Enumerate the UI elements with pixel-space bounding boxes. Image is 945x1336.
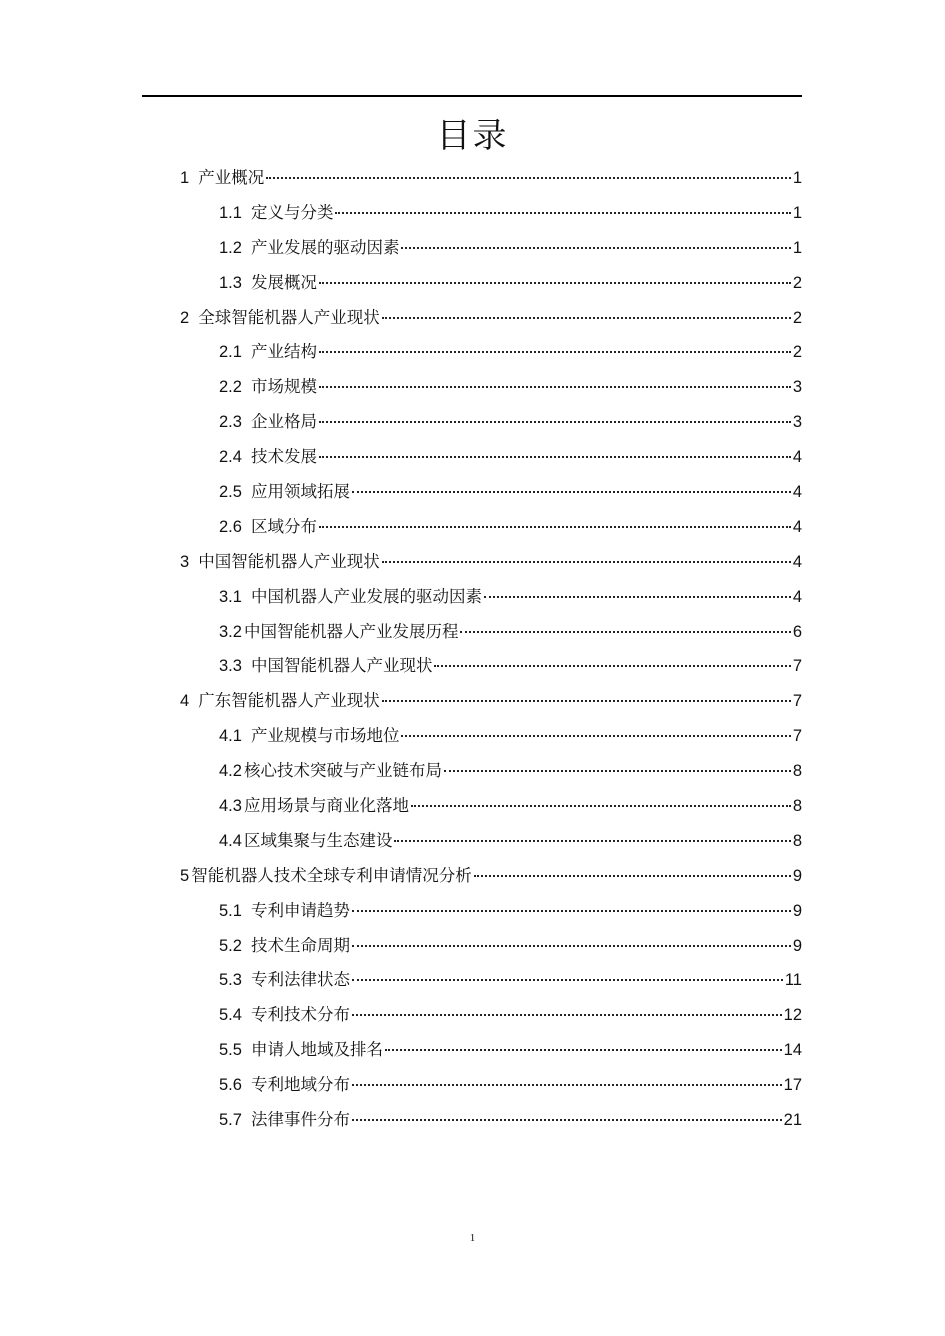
toc-entry-number: 3 bbox=[180, 552, 190, 571]
dot-leader bbox=[382, 317, 791, 319]
dot-leader bbox=[401, 247, 790, 249]
toc-entry-number: 2.6 bbox=[219, 517, 242, 536]
dot-leader bbox=[474, 875, 791, 877]
toc-list bbox=[180, 161, 802, 1138]
toc-entry-number: 5.3 bbox=[219, 971, 242, 990]
toc-entry-title: 发展概况 bbox=[250, 272, 317, 292]
toc-entry[interactable] bbox=[180, 894, 802, 929]
toc-entry[interactable] bbox=[180, 231, 802, 266]
toc-entry-number: 1.3 bbox=[219, 273, 242, 292]
dot-leader bbox=[382, 561, 791, 563]
toc-entry-title: 区域分布 bbox=[250, 516, 317, 536]
dot-leader bbox=[444, 770, 791, 772]
toc-entry-title: 广东智能机器人产业现状 bbox=[198, 691, 380, 711]
toc-entry[interactable] bbox=[180, 545, 802, 580]
toc-entry-page: 21 bbox=[783, 1111, 802, 1130]
toc-entry-page: 9 bbox=[792, 936, 802, 955]
toc-entry[interactable] bbox=[180, 1033, 802, 1068]
toc-entry[interactable] bbox=[180, 615, 802, 650]
toc-entry-title: 技术生命周期 bbox=[250, 935, 350, 955]
toc-entry-title: 产业规模与市场地位 bbox=[250, 726, 400, 746]
dot-leader bbox=[335, 212, 790, 214]
toc-entry-number: 2.3 bbox=[219, 413, 242, 432]
toc-entry-title: 应用场景与商业化落地 bbox=[243, 796, 409, 816]
dot-leader bbox=[352, 910, 791, 912]
toc-entry-number: 3.2 bbox=[219, 622, 242, 641]
toc-entry[interactable] bbox=[180, 929, 802, 964]
dot-leader bbox=[319, 526, 791, 528]
toc-entry-number: 4.2 bbox=[219, 762, 242, 781]
dot-leader bbox=[484, 596, 791, 598]
toc-entry-title: 区域集聚与生态建设 bbox=[243, 830, 393, 850]
dot-leader bbox=[394, 840, 790, 842]
dot-leader bbox=[411, 805, 791, 807]
toc-entry-number: 4 bbox=[180, 692, 190, 711]
dot-leader bbox=[352, 1119, 782, 1121]
toc-entry-page: 7 bbox=[792, 657, 802, 676]
toc-entry-number: 1 bbox=[180, 169, 190, 187]
toc-entry-number: 4.3 bbox=[219, 797, 242, 816]
toc-entry-page: 8 bbox=[792, 831, 802, 850]
dot-leader bbox=[352, 1084, 782, 1086]
dot-leader bbox=[352, 945, 791, 947]
toc-entry-title: 技术发展 bbox=[250, 447, 317, 467]
toc-entry[interactable] bbox=[180, 684, 802, 719]
toc-entry-page: 7 bbox=[792, 692, 802, 711]
toc-entry[interactable] bbox=[180, 963, 802, 998]
toc-entry-title: 产业发展的驱动因素 bbox=[250, 237, 400, 257]
toc-entry[interactable] bbox=[180, 475, 802, 510]
dot-leader bbox=[352, 491, 791, 493]
toc-entry-number: 2.4 bbox=[219, 448, 242, 467]
toc-entry-page: 6 bbox=[792, 622, 802, 641]
toc-entry[interactable] bbox=[180, 370, 802, 405]
toc-entry-number: 4.4 bbox=[219, 831, 242, 850]
toc-entry[interactable] bbox=[180, 440, 802, 475]
toc-entry-page: 2 bbox=[792, 308, 802, 327]
toc-entry[interactable] bbox=[180, 998, 802, 1033]
toc-entry-number: 5.7 bbox=[219, 1111, 242, 1130]
header-rule bbox=[142, 95, 802, 97]
toc-entry-number: 1.1 bbox=[219, 203, 242, 222]
toc-entry-number: 2 bbox=[180, 308, 190, 327]
toc-entry-page: 4 bbox=[792, 552, 802, 571]
toc-entry-title: 应用领域拓展 bbox=[250, 482, 350, 502]
toc-entry-page: 7 bbox=[792, 727, 802, 746]
dot-leader bbox=[319, 421, 791, 423]
toc-entry-page: 8 bbox=[792, 762, 802, 781]
dot-leader bbox=[319, 456, 791, 458]
toc-entry-page: 2 bbox=[792, 273, 802, 292]
dot-leader bbox=[266, 177, 791, 179]
toc-entry[interactable] bbox=[180, 719, 802, 754]
toc-entry-page: 9 bbox=[792, 901, 802, 920]
toc-entry-title: 专利法律状态 bbox=[250, 970, 350, 990]
toc-entry[interactable] bbox=[180, 580, 802, 615]
dot-leader bbox=[434, 665, 790, 667]
toc-entry-title: 产业结构 bbox=[250, 342, 317, 362]
dot-leader bbox=[319, 282, 791, 284]
toc-entry[interactable] bbox=[180, 649, 802, 684]
toc-entry[interactable] bbox=[180, 789, 802, 824]
toc-entry-title: 专利技术分布 bbox=[250, 1005, 350, 1025]
toc-entry[interactable] bbox=[180, 510, 802, 545]
toc-entry-title: 企业格局 bbox=[250, 412, 317, 432]
toc-entry-title: 申请人地域及排名 bbox=[250, 1040, 383, 1060]
toc-entry-page: 4 bbox=[792, 587, 802, 606]
toc-entry-title: 核心技术突破与产业链布局 bbox=[243, 761, 442, 781]
toc-entry-page: 1 bbox=[792, 238, 802, 257]
toc-entry-number: 5.5 bbox=[219, 1041, 242, 1060]
toc-entry-number: 5 bbox=[180, 866, 190, 885]
toc-entry-page: 2 bbox=[792, 343, 802, 362]
dot-leader bbox=[352, 979, 783, 981]
toc-entry[interactable] bbox=[180, 161, 802, 196]
toc-entry[interactable] bbox=[180, 1068, 802, 1103]
dot-leader bbox=[401, 735, 790, 737]
toc-entry-page: 9 bbox=[792, 866, 802, 885]
toc-entry-number: 2.1 bbox=[219, 343, 242, 362]
toc-entry-title: 法律事件分布 bbox=[250, 1110, 350, 1130]
toc-entry-title: 专利地域分布 bbox=[250, 1075, 350, 1095]
toc-entry-page: 8 bbox=[792, 797, 802, 816]
dot-leader bbox=[460, 631, 790, 633]
toc-entry-page: 14 bbox=[783, 1041, 802, 1060]
toc-entry-page: 1 bbox=[792, 169, 802, 187]
toc-entry-page: 4 bbox=[792, 517, 802, 536]
toc-entry-title: 定义与分类 bbox=[250, 202, 334, 222]
toc-entry[interactable] bbox=[180, 1103, 802, 1138]
toc-entry[interactable] bbox=[180, 266, 802, 301]
toc-entry[interactable] bbox=[180, 754, 802, 789]
toc-entry-page: 3 bbox=[792, 378, 802, 397]
dot-leader bbox=[319, 351, 791, 353]
dot-leader bbox=[319, 386, 791, 388]
toc-entry-number: 3.3 bbox=[219, 657, 242, 676]
toc-entry-number: 5.4 bbox=[219, 1006, 242, 1025]
toc-entry-title: 中国智能机器人产业现状 bbox=[250, 656, 433, 676]
toc-entry-title: 中国智能机器人产业现状 bbox=[198, 551, 380, 571]
page-number: 1 bbox=[469, 1232, 476, 1244]
toc-entry[interactable] bbox=[180, 196, 802, 231]
toc-entry-page: 17 bbox=[783, 1076, 802, 1095]
toc-entry-page: 4 bbox=[792, 483, 802, 502]
toc-entry-number: 2.2 bbox=[219, 378, 242, 397]
toc-entry[interactable] bbox=[180, 405, 802, 440]
toc-entry-page: 12 bbox=[783, 1006, 802, 1025]
toc-entry-number: 2.5 bbox=[219, 483, 242, 502]
toc-entry-number: 5.2 bbox=[219, 936, 242, 955]
toc-entry-number: 4.1 bbox=[219, 727, 242, 746]
toc-entry-title: 中国智能机器人产业发展历程 bbox=[243, 621, 459, 641]
toc-entry[interactable] bbox=[180, 824, 802, 859]
toc-entry-page: 3 bbox=[792, 413, 802, 432]
toc-entry-page: 4 bbox=[792, 448, 802, 467]
toc-entry-title: 市场规模 bbox=[250, 377, 317, 397]
toc-entry-page: 11 bbox=[784, 971, 802, 990]
toc-entry-number: 5.6 bbox=[219, 1076, 242, 1095]
toc-entry-title: 专利申请趋势 bbox=[250, 900, 350, 920]
dot-leader bbox=[382, 700, 791, 702]
dot-leader bbox=[352, 1014, 782, 1016]
toc-entry-title: 智能机器人技术全球专利申请情况分析 bbox=[191, 865, 472, 885]
toc-entry-number: 1.2 bbox=[219, 238, 242, 257]
toc-entry[interactable] bbox=[180, 301, 802, 336]
toc-entry-page: 1 bbox=[792, 203, 802, 222]
toc-title: 目录 bbox=[436, 116, 509, 156]
toc-entry-number: 3.1 bbox=[219, 587, 242, 606]
toc-entry[interactable] bbox=[180, 335, 802, 370]
toc-entry-number: 5.1 bbox=[219, 901, 242, 920]
dot-leader bbox=[385, 1049, 782, 1051]
toc-entry[interactable] bbox=[180, 859, 802, 894]
toc-entry-title: 中国机器人产业发展的驱动因素 bbox=[250, 586, 482, 606]
toc-entry-title: 产业概况 bbox=[198, 168, 265, 187]
toc-entry-title: 全球智能机器人产业现状 bbox=[198, 307, 380, 327]
